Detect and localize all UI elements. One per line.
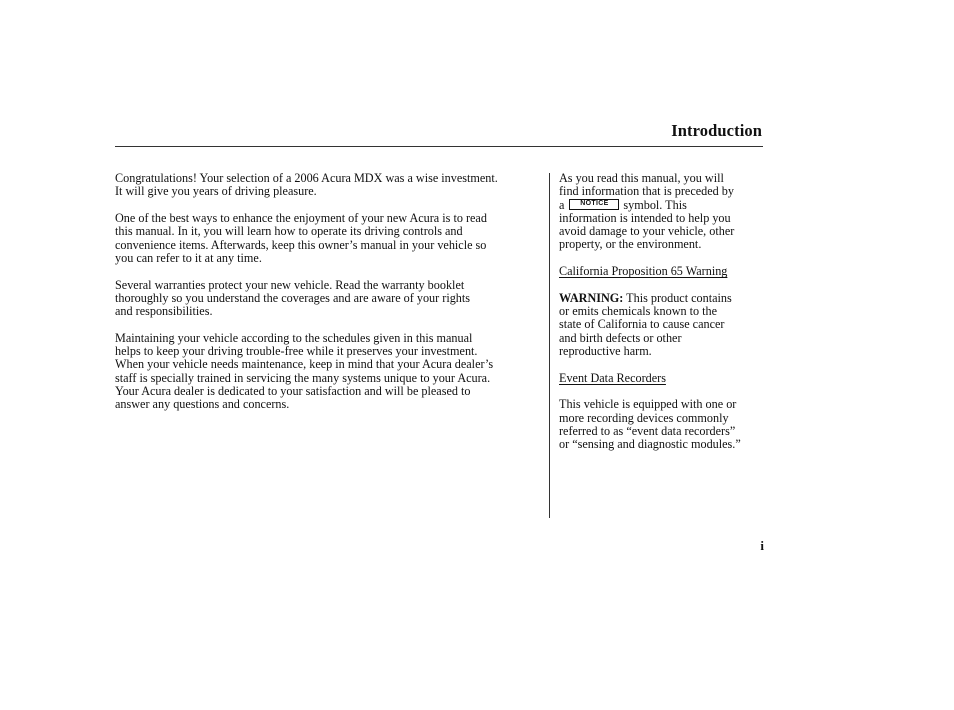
paragraph-warning [559, 292, 765, 358]
text-line [559, 199, 765, 212]
page-title: Introduction [671, 121, 762, 140]
text-fragment: a [559, 197, 565, 212]
text-line: Your Acura dealer is dedicated to your satisfaction and will be pleased to [115, 384, 471, 399]
text-line: Congratulations! Your selection of a 2006 Acura MDX was a wise investment. [115, 171, 498, 185]
text-line: Maintaining your vehicle according to the schedules given in this manual [115, 330, 473, 345]
paragraph-edr [559, 398, 765, 451]
paragraph-warranties [115, 279, 543, 319]
text-fragment: symbol. This [623, 197, 687, 212]
text-line: or “sensing and diagnostic modules.” [559, 437, 741, 452]
text-line: staff is specially trained in servicing the many systems unique to your Acura. [115, 370, 491, 385]
column-divider [549, 173, 550, 518]
text-line: avoid damage to your vehicle, other [559, 224, 735, 239]
text-line: answer any questions and concerns. [115, 397, 290, 412]
text-line: and birth defects or other [559, 330, 682, 345]
text-line: When your vehicle needs maintenance, keep in mind that your Acura dealer’s [115, 357, 494, 372]
text-line: state of California to cause cancer [559, 317, 725, 332]
paragraph-maintenance [115, 332, 543, 412]
text-fragment: This product contains [623, 290, 732, 305]
prop65-heading-text: California Proposition 65 Warning [559, 264, 728, 279]
edr-heading-text: Event Data Recorders [559, 370, 666, 385]
text-line: convenience items. Afterwards, keep this owner’s manual in your vehicle so [115, 237, 487, 252]
paragraph-notice-intro [559, 172, 765, 252]
prop65-heading [559, 265, 765, 278]
paragraph-read-manual [115, 212, 543, 265]
text-line: One of the best ways to enhance the enjoyment of your new Acura is to read [115, 210, 487, 225]
text-line: and responsibilities. [115, 304, 213, 319]
text-line: find information that is preceded by [559, 184, 734, 199]
text-line: more recording devices commonly [559, 410, 729, 425]
notice-symbol-label: NOTICE [580, 199, 609, 207]
text-line: It will give you years of driving pleasure. [115, 184, 317, 199]
text-line: This vehicle is equipped with one or [559, 397, 737, 412]
header-divider [115, 146, 763, 147]
paragraph-congratulations [115, 172, 543, 199]
text-line [559, 292, 765, 305]
text-line: information is intended to help you [559, 210, 731, 225]
text-line: this manual. In it, you will learn how to operate its driving controls and [115, 224, 463, 239]
warning-label: WARNING: [559, 290, 624, 305]
text-line: thoroughly so you understand the coverages and are aware of your rights [115, 290, 471, 305]
left-column [115, 172, 543, 425]
text-line: or emits chemicals known to the [559, 304, 718, 319]
right-column [559, 172, 765, 465]
notice-symbol-icon [569, 199, 619, 210]
text-line: reproductive harm. [559, 344, 652, 359]
edr-heading [559, 372, 765, 385]
text-line: you can refer to it at any time. [115, 250, 262, 265]
text-line: As you read this manual, you will [559, 171, 724, 185]
text-line: Several warranties protect your new vehicle. Read the warranty booklet [115, 277, 465, 292]
text-line: helps to keep your driving trouble-free while it preserves your investment. [115, 344, 478, 359]
text-line: property, or the environment. [559, 237, 702, 252]
page-number: i [760, 538, 764, 553]
text-line: referred to as “event data recorders” [559, 424, 736, 439]
